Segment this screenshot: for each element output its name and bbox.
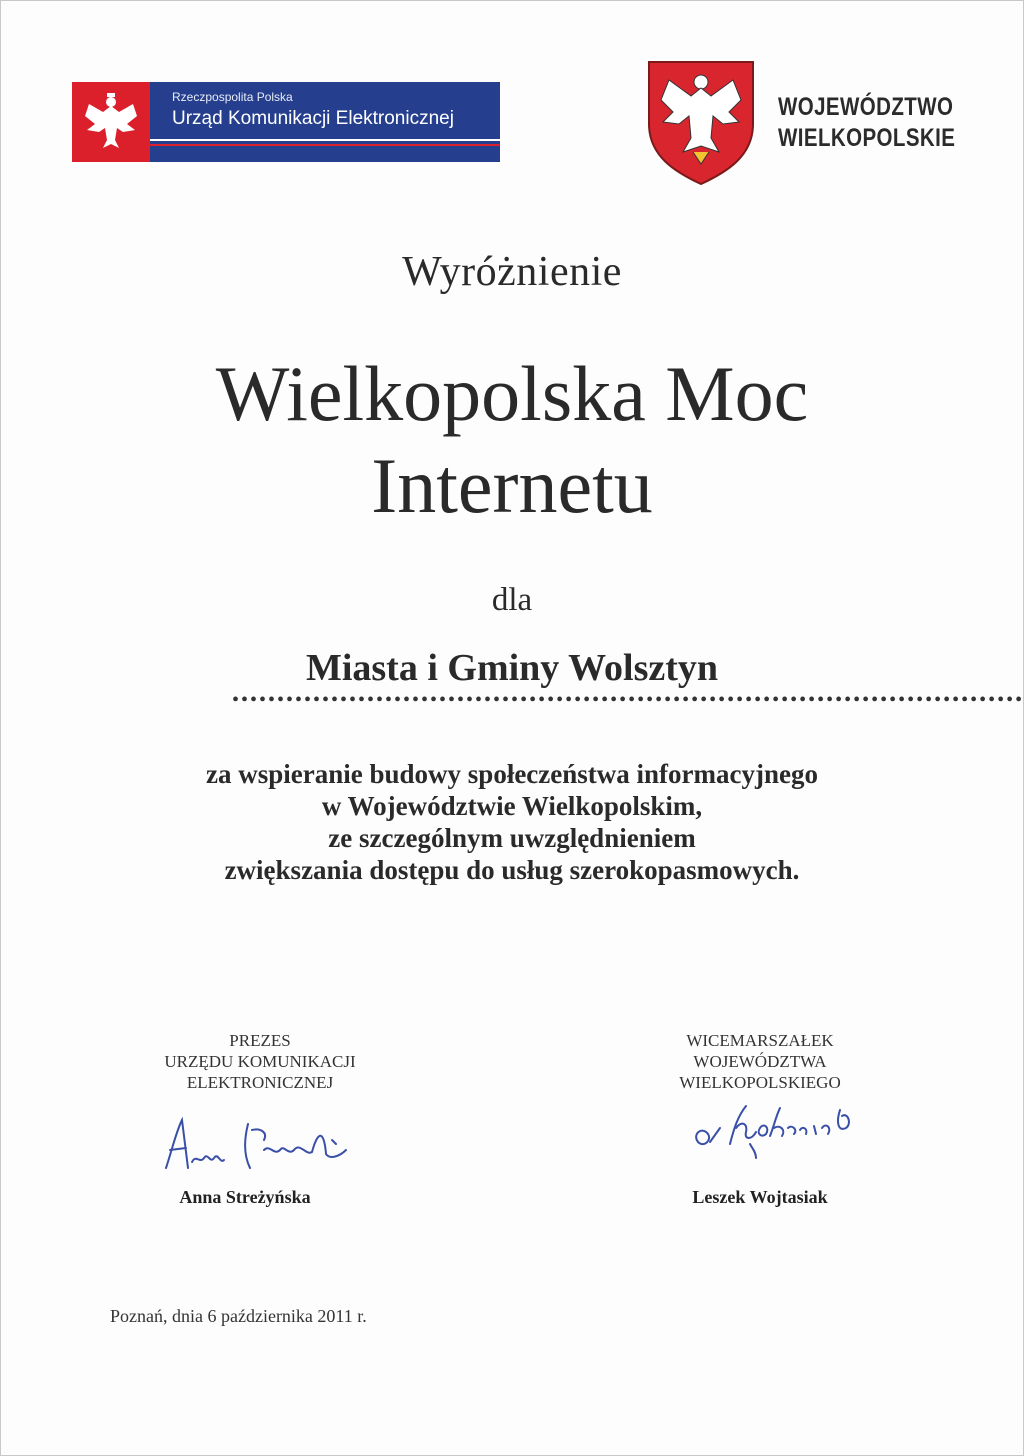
role-line: URZĘDU KOMUNIKACJI [164,1052,356,1071]
uke-title: Urząd Komunikacji Elektronicznej [172,108,454,129]
region-name-line1: WOJEWÓDZTWO [778,93,954,121]
wielkopolska-crest-icon [647,60,755,186]
uke-logo [72,82,500,162]
for-word: dla [491,582,533,618]
region-name [778,92,955,154]
polish-eagle-emblem [72,82,150,162]
role-line: WICEMARSZAŁEK [686,1031,834,1050]
white-eagle-icon [81,90,141,154]
uke-stripe-white [150,139,500,141]
right-signatory-role [605,1030,915,1093]
role-line: PREZES [229,1031,291,1050]
award-title-line2: Internetu [371,442,653,529]
role-line: WOJEWÓDZTWA [693,1052,827,1071]
right-handwritten-signature [690,1098,860,1168]
role-line: ELEKTRONICZNEJ [186,1073,334,1092]
recipient-name: Miasta i Gminy Wolsztyn [305,647,719,689]
award-title [0,348,1024,532]
uke-subtitle: Rzeczpospolita Polska [172,90,293,104]
left-signatory-name: Anna Streżyńska [179,1187,311,1207]
reason-line: zwiększania dostępu do usług szerokopasmowych. [224,855,800,885]
dotted-underline: •••••••••••••••••••••••••••••••••••••••••••••••••••••••••••••••••••••••••••••••••••••••• [232,689,1024,711]
right-signatory-name: Leszek Wojtasiak [692,1187,828,1207]
award-title-line1: Wielkopolska Moc [215,350,809,437]
reason-line: za wspieranie budowy społeczeństwa informacyjnego [206,759,818,789]
award-reason [0,758,1024,886]
left-handwritten-signature [160,1110,360,1180]
reason-line: w Województwie Wielkopolskim, [321,791,703,821]
place-and-date: Poznań, dnia 6 października 2011 r. [110,1306,367,1326]
reason-line: ze szczególnym uwzględnieniem [328,823,696,853]
role-line: WIELKOPOLSKIEGO [679,1073,841,1092]
left-signatory-role [100,1030,420,1093]
uke-stripe-red [150,144,500,146]
award-label: Wyróżnienie [402,249,622,295]
region-name-line2: WIELKOPOLSKIE [778,124,956,152]
